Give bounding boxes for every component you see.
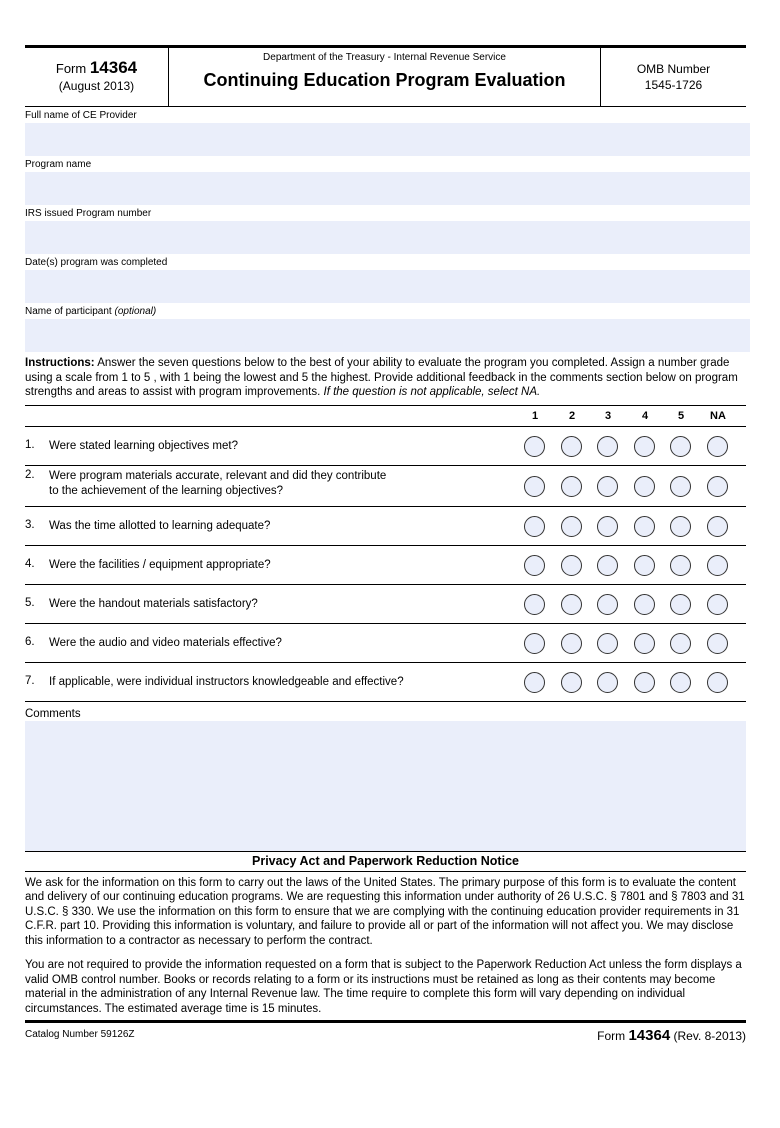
- rating-radio-2[interactable]: [561, 436, 582, 457]
- question-number: 1.: [25, 438, 35, 451]
- rating-radio-2[interactable]: [561, 672, 582, 693]
- rating-radio-3[interactable]: [597, 555, 618, 576]
- rating-radio-3[interactable]: [597, 436, 618, 457]
- question-text: [49, 519, 270, 534]
- provider-name-field: [25, 107, 746, 156]
- question-text-line-1: Were program materials accurate, relevant and did they contribute: [49, 469, 387, 482]
- question-text: [49, 597, 258, 612]
- rating-radio-2[interactable]: [561, 594, 582, 615]
- question-row: [25, 546, 746, 585]
- rating-radio-na[interactable]: [707, 516, 728, 537]
- omb-box: [601, 48, 746, 106]
- question-text-line-1: Were stated learning objectives met?: [49, 439, 238, 452]
- question-text: [49, 439, 238, 454]
- rating-radio-na[interactable]: [707, 672, 728, 693]
- rating-radio-1[interactable]: [524, 555, 545, 576]
- omb-label: OMB Number: [636, 62, 711, 76]
- rating-radio-2[interactable]: [561, 555, 582, 576]
- rating-radio-4[interactable]: [634, 476, 655, 497]
- question-text-line-2: to the achievement of the learning objectives?: [49, 484, 283, 497]
- rating-radio-4[interactable]: [634, 672, 655, 693]
- participant-name-label-text: Name of participant: [25, 306, 112, 317]
- question-number: 7.: [25, 674, 35, 687]
- rating-radio-1[interactable]: [524, 633, 545, 654]
- rating-radio-3[interactable]: [597, 594, 618, 615]
- questions-list: [25, 427, 746, 702]
- question-text-line-1: If applicable, were individual instructors knowledgeable and effective?: [49, 675, 404, 688]
- question-number: 2.: [25, 468, 35, 481]
- rating-radio-1[interactable]: [524, 476, 545, 497]
- form-number: 14364: [89, 58, 138, 77]
- question-row: [25, 663, 746, 702]
- scale-label-3: 3: [604, 409, 612, 422]
- optional-note: (optional): [114, 306, 157, 317]
- catalog-number: Catalog Number 59126Z: [25, 1029, 135, 1040]
- rating-radio-3[interactable]: [597, 633, 618, 654]
- instructions-na-note: If the question is not applicable, select NA.: [323, 386, 541, 398]
- rating-radio-4[interactable]: [634, 633, 655, 654]
- scale-label-1: 1: [531, 409, 539, 422]
- question-text-line-1: Was the time allotted to learning adequate?: [49, 519, 271, 532]
- program-number-input[interactable]: [25, 221, 750, 254]
- rating-radio-5[interactable]: [670, 633, 691, 654]
- instructions: [25, 356, 746, 406]
- question-number: 5.: [25, 596, 35, 609]
- rating-radio-na[interactable]: [707, 555, 728, 576]
- rating-radio-3[interactable]: [597, 672, 618, 693]
- form-page: [25, 45, 746, 1047]
- program-name-input[interactable]: [25, 172, 750, 205]
- rating-radio-1[interactable]: [524, 436, 545, 457]
- omb-number: 1545-1726: [644, 78, 703, 92]
- rating-radio-5[interactable]: [670, 555, 691, 576]
- participant-name-field: [25, 303, 746, 352]
- rating-radio-5[interactable]: [670, 476, 691, 497]
- question-number: 3.: [25, 518, 35, 531]
- scale-label-na: NA: [710, 409, 726, 422]
- instructions-heading: Instructions:: [25, 357, 95, 369]
- question-row: [25, 507, 746, 546]
- comments-label: Comments: [25, 707, 81, 720]
- rating-radio-1[interactable]: [524, 516, 545, 537]
- provider-name-label: Full name of CE Provider: [25, 110, 137, 121]
- instructions-text: Answer the seven questions below to the best of your ability to evaluate the program you completed. Assign a number grade using a scale from 1 to 5 , with 1 being the lowest and 5 the highest. Provide additional feedback in the comments section below on program strengths and areas to assist with program improvements.: [25, 357, 738, 398]
- rating-radio-1[interactable]: [524, 672, 545, 693]
- question-text: [49, 675, 404, 690]
- rating-radio-5[interactable]: [670, 594, 691, 615]
- question-row: [25, 427, 746, 466]
- rating-radio-5[interactable]: [670, 516, 691, 537]
- question-text-line-1: Were the facilities / equipment appropriate?: [49, 558, 271, 571]
- question-number: 6.: [25, 635, 35, 648]
- rating-radio-na[interactable]: [707, 436, 728, 457]
- program-name-label: Program name: [25, 159, 92, 170]
- rating-scale-header: [25, 406, 746, 427]
- rating-radio-4[interactable]: [634, 516, 655, 537]
- rating-radio-1[interactable]: [524, 594, 545, 615]
- completion-date-input[interactable]: [25, 270, 750, 303]
- comments-textarea[interactable]: [25, 721, 746, 852]
- footer-form-prefix: Form: [597, 1029, 626, 1043]
- form-id-box: [25, 48, 169, 106]
- rating-radio-2[interactable]: [561, 633, 582, 654]
- question-row: [25, 585, 746, 624]
- rating-radio-4[interactable]: [634, 436, 655, 457]
- completion-date-field: [25, 254, 746, 303]
- question-row: [25, 466, 746, 507]
- rating-radio-4[interactable]: [634, 555, 655, 576]
- program-number-label: IRS issued Program number: [25, 208, 152, 219]
- rating-radio-2[interactable]: [561, 516, 582, 537]
- scale-label-2: 2: [568, 409, 576, 422]
- rating-radio-3[interactable]: [597, 516, 618, 537]
- footer-form-number: 14364: [628, 1027, 671, 1044]
- privacy-paragraph-1: We ask for the information on this form to carry out the laws of the United States. The primary purpose of this form is to evaluate the content and delivery of our continuing education programs. We are requesting this information under authority of 26 U.S.C. § 7801 and § 7803 and 31 U.S.C. § 330. We use the information on this form to ensure that we are complying with the continuing education provider requirements in 31 C.F.R. part 10. Providing this information is voluntary, and failure to provide all or part of the information will not affect you. We may disclose this information to a contractor as necessary to perform the contract.: [25, 876, 745, 947]
- form-title: Continuing Education Program Evaluation: [203, 70, 566, 90]
- question-text: [49, 636, 282, 651]
- question-text-line-1: Were the handout materials satisfactory?: [49, 597, 258, 610]
- form-number-line: [25, 58, 168, 78]
- rating-radio-na[interactable]: [707, 633, 728, 654]
- footer-form-id: [597, 1027, 746, 1044]
- rating-radio-4[interactable]: [634, 594, 655, 615]
- question-text: [49, 469, 386, 499]
- program-number-field: [25, 205, 746, 254]
- question-text: [49, 558, 271, 573]
- privacy-notice-title: Privacy Act and Paperwork Reduction Notice: [25, 854, 746, 872]
- participant-name-label: [25, 306, 156, 317]
- rating-radio-2[interactable]: [561, 476, 582, 497]
- scale-label-5: 5: [677, 409, 685, 422]
- form-title-box: [169, 48, 601, 106]
- rating-radio-5[interactable]: [670, 436, 691, 457]
- rating-radio-5[interactable]: [670, 672, 691, 693]
- rating-radio-3[interactable]: [597, 476, 618, 497]
- rating-radio-na[interactable]: [707, 594, 728, 615]
- program-name-field: [25, 156, 746, 205]
- form-edition: (August 2013): [58, 79, 135, 93]
- question-text-line-1: Were the audio and video materials effective?: [49, 636, 282, 649]
- form-footer: [25, 1023, 746, 1047]
- footer-revision: (Rev. 8-2013): [673, 1029, 746, 1043]
- provider-name-input[interactable]: [25, 123, 750, 156]
- scale-label-4: 4: [641, 409, 649, 422]
- rating-radio-na[interactable]: [707, 476, 728, 497]
- question-row: [25, 624, 746, 663]
- completion-date-label: Date(s) program was completed: [25, 257, 168, 268]
- form-header: [25, 45, 746, 107]
- participant-name-input[interactable]: [25, 319, 750, 352]
- question-number: 4.: [25, 557, 35, 570]
- privacy-paragraph-2: You are not required to provide the information requested on a form that is subject to the Paperwork Reduction Act unless the form displays a valid OMB control number. Books or records relating to a form or its instructions must be retained as long as their contents may become material in the administration of any Internal Revenue law. The time require to complete this form will vary depending on individual circumstances. The estimated average time is 15 minutes.: [25, 958, 746, 1023]
- department-name: Department of the Treasury - Internal Revenue Service: [263, 52, 506, 63]
- form-prefix: Form: [55, 61, 87, 76]
